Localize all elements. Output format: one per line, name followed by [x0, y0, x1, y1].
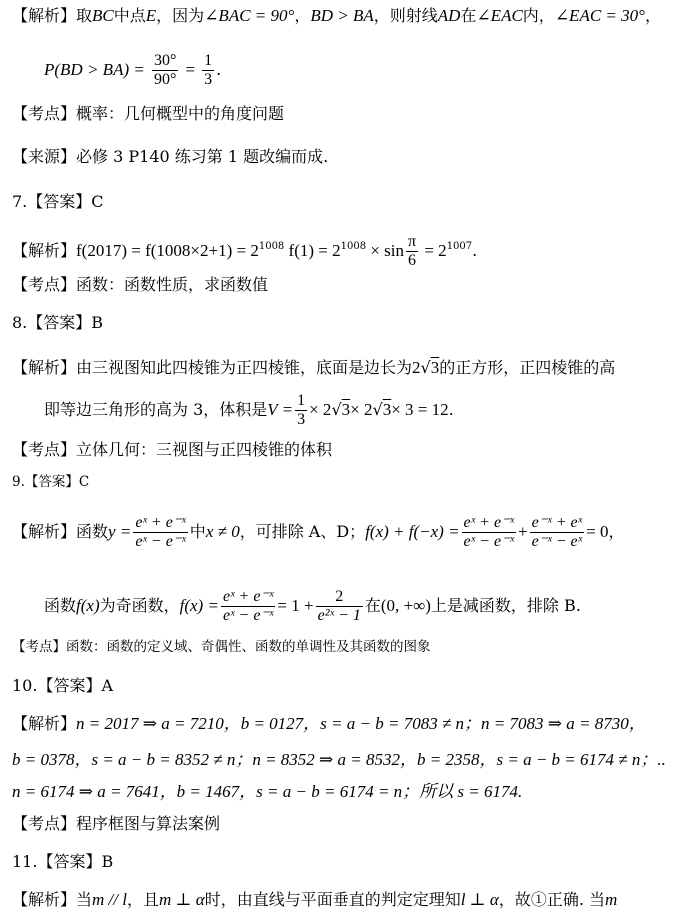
line-1: 【解析】取BC中点E，因为∠BAC = 90°，BD > BA，则射线AD在∠EAC内，∠EAC = 30°， [12, 6, 661, 25]
line-20-kaodian: 【考点】程序框图与算法案例 [12, 814, 221, 833]
line-13-analysis-9: 【解析】函数y = $\frac{\text{eˣ + e⁻ˣ}}{\text{eˣ − e⁻ˣ}}$ 中x ≠ 0，可排除 A、D；f(x) + f(−x) = $\frac{\text{eˣ + e⁻ˣ}}{\text{eˣ − e⁻ˣ}}$ + $\frac{\text{e⁻ˣ + eˣ}}{\text{e⁻ˣ − eˣ}}$ = 0， [12, 514, 625, 550]
line-7-kaodian: 【考点】函数：函数性质，求函数值 [12, 275, 269, 294]
line-3-kaodian: 【考点】概率：几何概型中的角度问题 [12, 104, 285, 123]
line-18: b = 0378，s = a − b = 8352 ≠ n；n = 8352 ⇒ a = 8532，b = 2358，s = a − b = 6174 ≠ n；.. [12, 750, 666, 769]
line-12-answer-9: 9.【答案】C [12, 474, 90, 490]
line-22-analysis-11: 【解析】当m // l，且m ⊥ α时，由直线与平面垂直的判定定理知l ⊥ α，故①正确. 当m [12, 890, 618, 909]
line-14-odd-function: 函数f(x)为奇函数，f(x) = $\frac{\text{eˣ + e⁻ˣ}}{\text{eˣ − e⁻ˣ}}$ = 1 + $\frac{2}{\text{e²ˣ − 1}}$ 在(0, +∞)上是减函数，排除 B. [44, 588, 581, 624]
fraction-fx: $\frac{\text{eˣ + e⁻ˣ}}{\text{eˣ − e⁻ˣ}}$ [463, 514, 515, 550]
line-15-kaodian: 【考点】函数：函数的定义域、奇偶性、函数的单调性及其函数的图象 [12, 639, 431, 655]
line-4-source: 【来源】必修 3 P140 练习第 1 题改编而成. [12, 147, 329, 166]
line-5-answer-7: 7.【答案】C [12, 192, 104, 211]
line-8-answer-8: 8.【答案】B [12, 313, 104, 332]
fraction-f-minus-x: $\frac{\text{e⁻ˣ + eˣ}}{\text{e⁻ˣ − eˣ}}$ [531, 514, 583, 550]
fraction-pi-6: $\frac{\pi}{6}$ [408, 233, 417, 269]
line-17-analysis-10: 【解析】n = 2017 ⇒ a = 7210，b = 0127，s = a − b = 7083 ≠ n；n = 7083 ⇒ a = 8730， [12, 714, 646, 733]
line-21-answer-11: 11.【答案】B [12, 852, 114, 871]
fraction-2: $\frac{2}{\text{e²ˣ − 1}}$ [317, 588, 361, 624]
line-6-analysis-7: 【解析】$f(2017) = f(1008\times 2+1) = 2^{1008}$ $f(1) = 2^{1008} \times \sin$ $\frac{\pi}{6}$ = $2^{1007}$. [12, 233, 478, 269]
line-9-analysis-8: 【解析】由三视图知此四棱锥为正四棱锥，底面是边长为2√3的正方形，正四棱锥的高 [12, 358, 616, 377]
line-2-probability-formula: P(BD > BA) = $\frac{30^\circ}{90^\circ}$ = $\frac{1}{3}$ . [44, 52, 222, 88]
fraction-y: $\frac{\text{eˣ + e⁻ˣ}}{\text{eˣ − e⁻ˣ}}$ [135, 514, 186, 550]
line-19: n = 6174 ⇒ a = 7641，b = 1467，s = a − b = 6174 = n；所以 s = 6174. [12, 782, 523, 801]
fraction-1-3: $\frac{1}{3}$ [204, 52, 213, 88]
fraction-1-3-volume: $\frac{1}{3}$ [297, 392, 306, 428]
line-11-kaodian: 【考点】立体几何：三视图与正四棱锥的体积 [12, 440, 333, 459]
line-16-answer-10: 10.【答案】A [12, 676, 114, 695]
fraction-30-90: $\frac{30^\circ}{90^\circ}$ [153, 52, 177, 88]
line-10-volume: 即等边三角形的高为 3，体积是V = $\frac{1}{3}$ × 2√3× 2√3× 3 = 12. [44, 392, 454, 428]
fraction-fx-2: $\frac{\text{eˣ + e⁻ˣ}}{\text{eˣ − e⁻ˣ}}$ [222, 588, 274, 624]
